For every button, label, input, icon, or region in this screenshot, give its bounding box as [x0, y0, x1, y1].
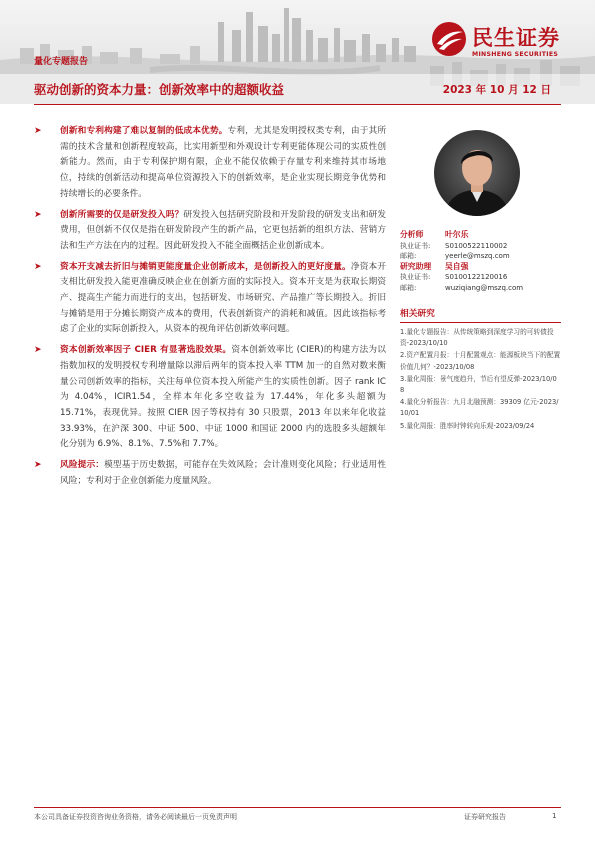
- related-research-item[interactable]: 3.量化周报：景气度趋升，节后有望反弹-2023/10/08: [400, 374, 557, 395]
- bullet-arrow-icon: ➤: [34, 261, 42, 272]
- bullet-text: 资本创新效率比 (CIER)的构建方法为以指数加权的发明授权专利增量除以滞后两年的资本投入率 TTM 加一的自然对数来衡量公司创新效率的指标，关注每单位资本投入所能产生的实质性创新。因子 rank IC 为 4.04%，ICIR1.54，全样本年化多空收益为 17.44%，年化多头超额为 15.71%，表现优异。按照 CIER 因子等权持有 30 只股票，2013 年以来年化收益 33.93%，在沪深 300、中证 500、中证 1000 和国证 2000 内的选股多头超额年化分别为 6.9%、8.1%、7.5%和 7.7%。: [60, 345, 386, 450]
- sidebar: [400, 124, 561, 433]
- minsheng-logo: [430, 20, 580, 64]
- analyst-portrait-image: [434, 130, 520, 216]
- footer-divider: [34, 807, 561, 808]
- analyst-cert-row: [400, 241, 561, 252]
- email-address: yeerle@mszq.com: [445, 252, 510, 260]
- bullet-text: 专利，尤其是发明授权类专利，由于其所需的技术含量和创新程度较高，比实用新型和外观设计专利更能体现公司的实质性创新能力。然而，由于专利保护期有限，企业不能仅依赖于存量专利来维持其市场地位，持续的创新活动和提高单位资源投入下的创新效率，是企业实现长期竞争优势和持续增长的必要条件。: [60, 126, 387, 199]
- cert-number: S0100122120016: [445, 273, 508, 281]
- related-research-list: [400, 327, 561, 432]
- header-banner: [0, 0, 595, 104]
- bullet-arrow-icon: ➤: [34, 209, 42, 220]
- cert-label: 执业证书:: [400, 241, 431, 250]
- analyst-photo: [434, 130, 520, 216]
- title-divider: [34, 104, 561, 105]
- analyst-row: [400, 262, 561, 273]
- page-number: 1: [552, 812, 557, 820]
- summary-bullet: [34, 343, 386, 453]
- bullet-text: 模型基于历史数据，可能存在失效风险；会计准则变化风险；行业适用性风险；专利对于企业创新能力度量风险。: [60, 460, 387, 486]
- related-research-item[interactable]: 1.量化专题报告：从传统策略到深度学习的可转债投资-2023/10/10: [400, 328, 554, 348]
- summary-bullet: [34, 458, 386, 489]
- email-label: 邮箱:: [400, 283, 417, 292]
- analyst-info: [400, 230, 561, 293]
- footer-report-type: 证券研究报告: [464, 813, 506, 821]
- summary-section: [34, 124, 386, 494]
- logo-cn-text: 民生证券: [472, 26, 560, 50]
- summary-bullet: [34, 208, 386, 255]
- email-label: 邮箱:: [400, 252, 417, 260]
- analyst-role: 分析师: [400, 230, 424, 239]
- related-research-item[interactable]: 4.量化分析报告：九月北融预测：39309 亿元-2023/10/01: [400, 398, 559, 418]
- bullet-lead: 创新所需要的仅是研发投入吗？: [60, 209, 184, 220]
- analyst-row: [400, 230, 561, 241]
- analyst-name: 叶尔乐: [445, 230, 469, 239]
- summary-bullet: [34, 260, 386, 339]
- related-research-item[interactable]: 5.量化周报：胜率时钟转向乐观-2023/09/24: [400, 421, 535, 430]
- report-series-label: 量化专题报告: [34, 57, 89, 67]
- analyst-cert-row: [400, 272, 561, 283]
- report-title: 驱动创新的资本力量：创新效率中的超额收益: [34, 82, 285, 97]
- report-date: 2023 年 10 月 12 日: [442, 84, 551, 96]
- analyst-email-row: [400, 283, 561, 294]
- logo-en-text: MINSHENG SECURITIES: [472, 51, 559, 58]
- email-address: wuziqiang@mszq.com: [445, 283, 524, 292]
- bullet-arrow-icon: ➤: [34, 345, 42, 356]
- bullet-lead: 资本开支减去折旧与摊销更能度量企业创新成本，是创新投入的更好度量。: [60, 261, 351, 272]
- cert-label: 执业证书:: [400, 273, 431, 281]
- bullet-text: 研发投入包括研究阶段和开发阶段的研发支出和研发费用，但创新不仅仅是指在研发阶段产生的新产品，它更包括新的组织方法、营销方法和生产方法在内的过程。因此研发投入不能全面概括企业创新成本。: [60, 209, 387, 251]
- bullet-lead: 风险提示：: [60, 460, 105, 471]
- minsheng-logo-icon: [430, 20, 468, 58]
- footer-disclaimer: 本公司具备证券投资咨询业务资格，请务必阅读最后一页免责声明: [34, 813, 237, 821]
- cert-number: S0100522110002: [445, 241, 508, 250]
- analyst-email-row: [400, 251, 561, 262]
- related-research-item[interactable]: 2.资产配置月报：十月配置观点：能源板块当下的配置价值几何？-2023/10/08: [400, 351, 561, 371]
- bullet-lead: 创新和专利构建了难以复制的低成本优势。: [60, 126, 228, 136]
- analyst-role: 研究助理: [400, 261, 432, 271]
- related-research-title: 相关研究: [400, 307, 561, 323]
- bullet-text: 净资本开支相比研发投入能更准确反映企业在创新方面的实际投入。资本开支是为获取长期资产、提高生产能力而进行的支出，包括研发、市场研究、产品推广等长期投入。折旧与摊销是用于分摊长期资产成本的费用，代表创新资产的消耗和减值。因此该指标考虑了企业的实际创新投入，从资本的视角评估创新效率问题。: [60, 261, 387, 335]
- bullet-arrow-icon: ➤: [34, 460, 42, 471]
- bullet-lead: 资本创新效率因子 CIER 有显著选股效果。: [60, 345, 232, 356]
- bullet-arrow-icon: ➤: [34, 126, 42, 136]
- summary-bullet: [34, 124, 386, 203]
- analyst-name: 吴自强: [445, 261, 469, 271]
